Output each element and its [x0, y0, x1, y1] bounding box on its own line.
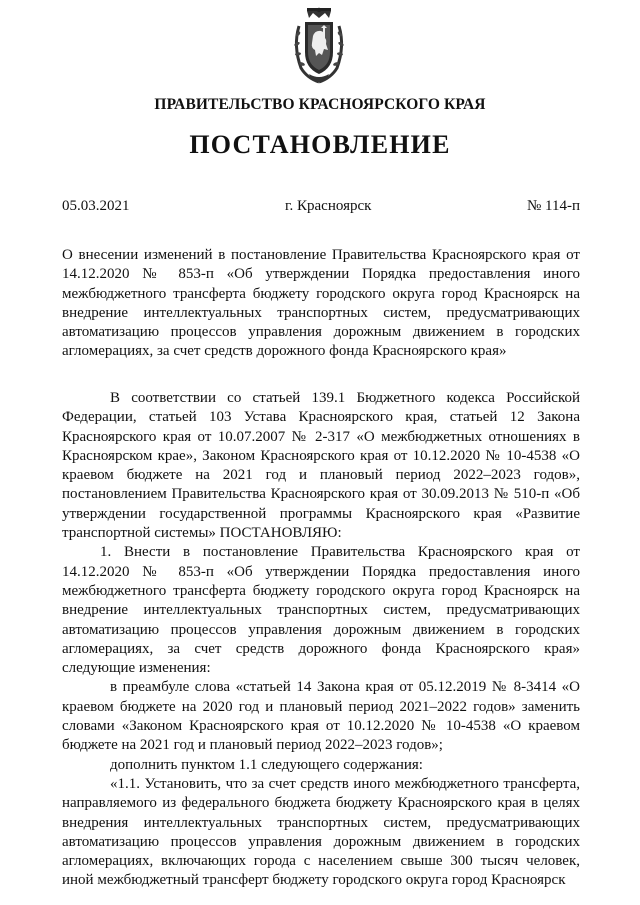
document-number: № 114-п [526, 198, 580, 214]
document-body [62, 389, 580, 891]
document-date: 05.03.2021 [62, 198, 130, 214]
preamble-paragraph: В соответствии со статьей 139.1 Бюджетного кодекса Российской Федерации, статьей 103 Устава Красноярского края, статьей 12 Закона Красноярского края от 10.07.2007 № 2-317 «О межбюджетных отношениях в Красноярском крае», Законом Красноярского края от 10.12.2020 № 10-4538 «О краевом бюджете на 2021 год и плановый период 2022–2023 годов», постановлением Правительства Красноярского края от 30.09.2013 № 510-п «Об утверждении государственной программы Красноярского края «Развитие транспортной системы» ПОСТАНОВЛЯЮ: [62, 390, 580, 542]
document-meta-row [62, 198, 580, 215]
document-subject: О внесении изменений в постановление Правительства Красноярского края от 14.12.2020 № 853-п «Об утверждении Порядка предоставления иного межбюджетного трансферта бюджету городского округа город Красноярск на внедрение интеллектуальных транспортных систем, предусматривающих автоматизацию процессов управления дорожным движением в городских агломерациях, за счет средств дорожного фонда Красноярского края» [62, 247, 580, 360]
point-1-paragraph: 1. Внести в постановление Правительства Красноярского края от 14.12.2020 № 853-п «Об утверждении Порядка предоставления иного межбюджетного трансферта бюджету городского округа город Красноярск на внедрение интеллектуальных транспортных систем, предусматривающих автоматизацию процессов управления дорожным движением в городских агломерациях, за счет средств дорожного фонда Красноярского края» следующие изменения: [62, 544, 580, 677]
clause-1-1-paragraph: «1.1. Установить, что за счет средств иного межбюджетного трансферта, направляемого из федерального бюджета бюджету Красноярского края в целях внедрения интеллектуальных транспортных систем, предусматривающих автоматизацию процессов управления дорожным движением в городских агломерациях, включающих города с населением свыше 300 тысяч человек, иной межбюджетный трансферт бюджету городского округа город Красноярск [62, 775, 580, 889]
change-1-paragraph: в преамбуле слова «статьей 14 Закона края от 05.12.2019 № 8-3414 «О краевом бюджете на 2020 год и плановый период 2021–2022 годов» заменить словами «Законом Красноярского края от 10.12.2020 № 10-4538 «О краевом бюджете на 2021 год и плановый период 2022–2023 годов»; [62, 679, 580, 754]
government-name: ПРАВИТЕЛЬСТВО КРАСНОЯРСКОГО КРАЯ [154, 96, 486, 113]
document-city: г. Красноярск [285, 198, 372, 214]
change-2-paragraph: дополнить пунктом 1.1 следующего содержания: [110, 756, 423, 773]
krasnoyarsk-krai-coat-of-arms-icon [291, 6, 347, 84]
document-type-title: ПОСТАНОВЛЕНИЕ [189, 130, 451, 159]
